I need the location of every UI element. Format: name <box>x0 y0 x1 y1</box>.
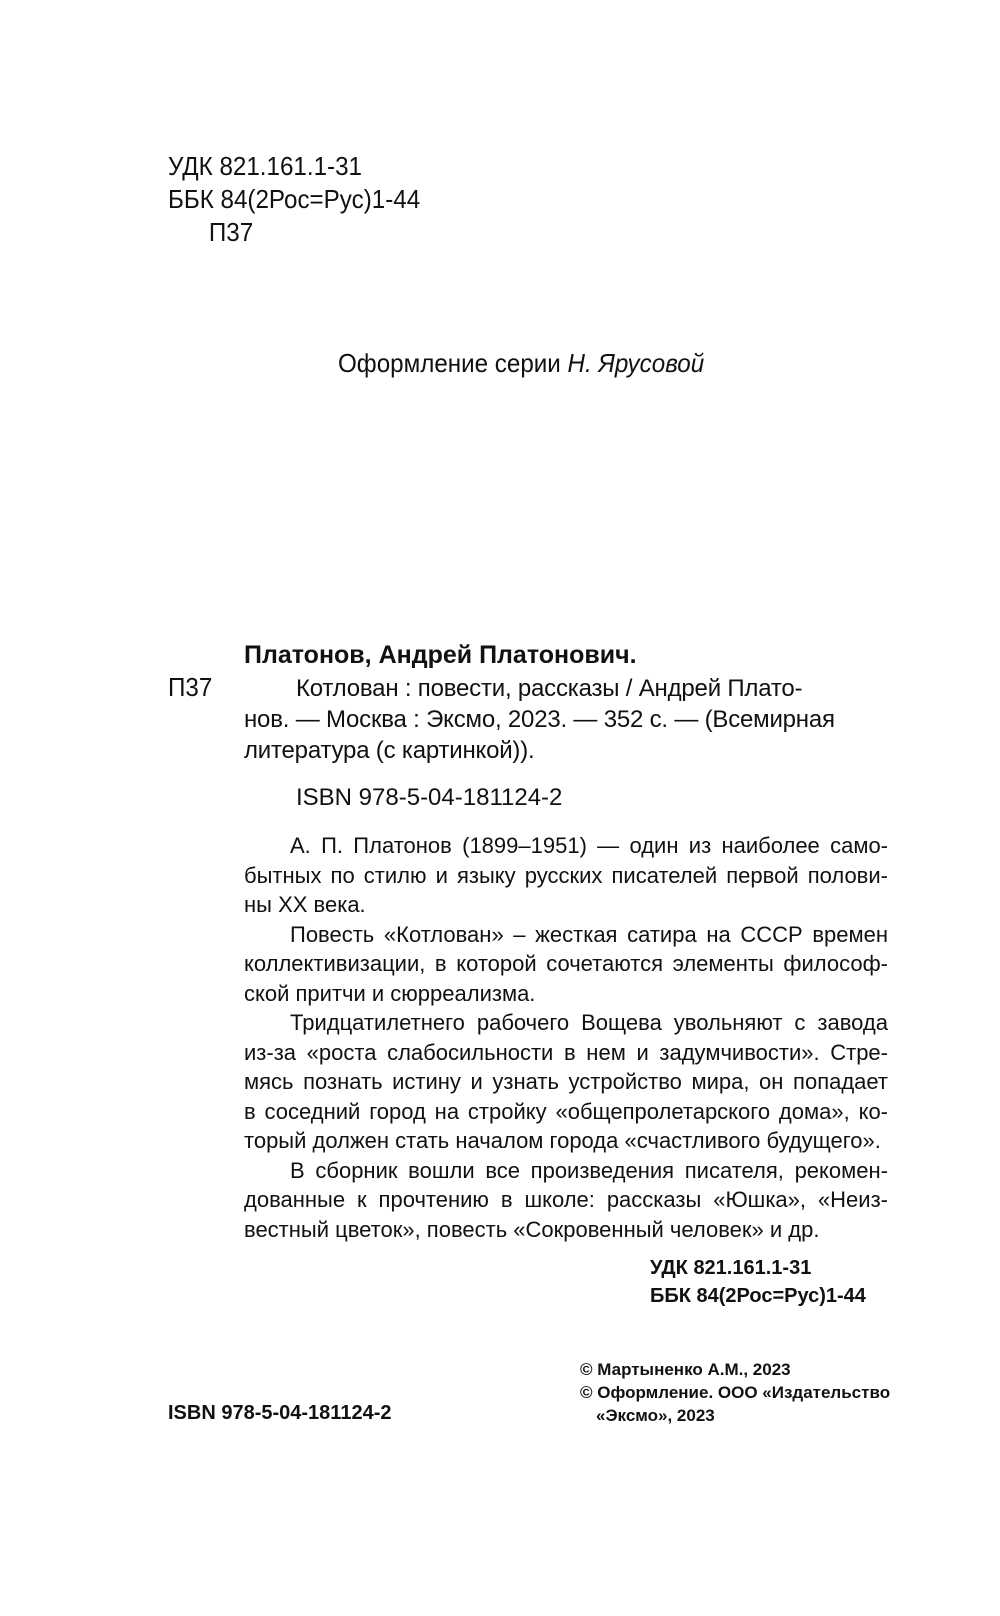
annotation-line: ны XX века. <box>244 892 366 917</box>
catalog-author-mark: П37 <box>168 672 213 702</box>
series-design-credit <box>338 348 704 379</box>
annotation <box>244 831 888 1244</box>
annotation-paragraph <box>244 920 888 1009</box>
classification-codes-bottom <box>650 1254 866 1310</box>
copyright-publisher: «Эксмо», 2023 <box>596 1406 715 1425</box>
description-line: Котлован : повести, рассказы / Андрей Плато- <box>296 675 803 702</box>
copyright-block <box>580 1358 890 1427</box>
annotation-line: вестный цветок», повесть «Сокровенный человек» и др. <box>244 1216 820 1242</box>
designer-name: Н. Ярусовой <box>567 348 705 378</box>
author-heading: Платонов, Андрей Платонович. <box>244 641 637 669</box>
annotation-line: в соседний город на стройку «общепролетарского дома», ко- <box>244 1098 888 1124</box>
copyright-design: © Оформление. ООО «Издательство <box>580 1383 891 1402</box>
description-line: литература (с картинкой)). <box>244 737 535 764</box>
annotation-line: из-за «роста слабосильности в нем и задумчивости». Стре- <box>244 1039 888 1065</box>
copyright-author: © Мартыненко А.М., 2023 <box>580 1360 791 1379</box>
annotation-line: В сборник вошли все произведения писателя, рекомен- <box>290 1157 888 1183</box>
isbn-bottom: ISBN 978-5-04-181124-2 <box>168 1402 392 1424</box>
isbn-line: ISBN 978-5-04-181124-2 <box>296 784 563 811</box>
annotation-line: А. П. Платонов (1899–1951) — один из наиболее само- <box>290 833 888 858</box>
design-credit-label: Оформление серии <box>338 348 561 378</box>
description-line: нов. — Москва : Эксмо, 2023. — 352 с. — (Всемирная <box>244 706 835 733</box>
annotation-line: мясь познать истину и узнать устройство мира, он попадает <box>244 1069 888 1094</box>
author-mark: П37 <box>208 217 254 247</box>
catalog-entry <box>244 640 888 1244</box>
bbk-code-bottom: ББК 84(2Рос=Рус)1-44 <box>650 1285 866 1307</box>
annotation-line: бытных по стилю и языку русских писателей первой полови- <box>244 862 888 888</box>
annotation-line: торый должен стать началом города «счастливого будущего». <box>244 1128 881 1153</box>
annotation-line: Тридцатилетнего рабочего Вощева увольняют с завода <box>290 1010 888 1035</box>
annotation-line: ской притчи и сюрреализма. <box>244 980 536 1006</box>
annotation-line: Повесть «Котлован» – жесткая сатира на СССР времен <box>290 921 888 947</box>
annotation-paragraph <box>244 1156 888 1245</box>
annotation-paragraph <box>244 831 888 920</box>
udk-code-bottom: УДК 821.161.1-31 <box>650 1257 812 1279</box>
udk-code: УДК 821.161.1-31 <box>168 151 362 181</box>
annotation-line: коллективизации, в которой сочетаются элементы философ- <box>244 951 888 976</box>
classification-codes-top <box>168 150 420 249</box>
bbk-code: ББК 84(2Рос=Рус)1-44 <box>168 184 421 214</box>
annotation-line: дованные к прочтению в школе: рассказы «Юшка», «Неиз- <box>244 1187 888 1212</box>
annotation-paragraph <box>244 1008 888 1156</box>
